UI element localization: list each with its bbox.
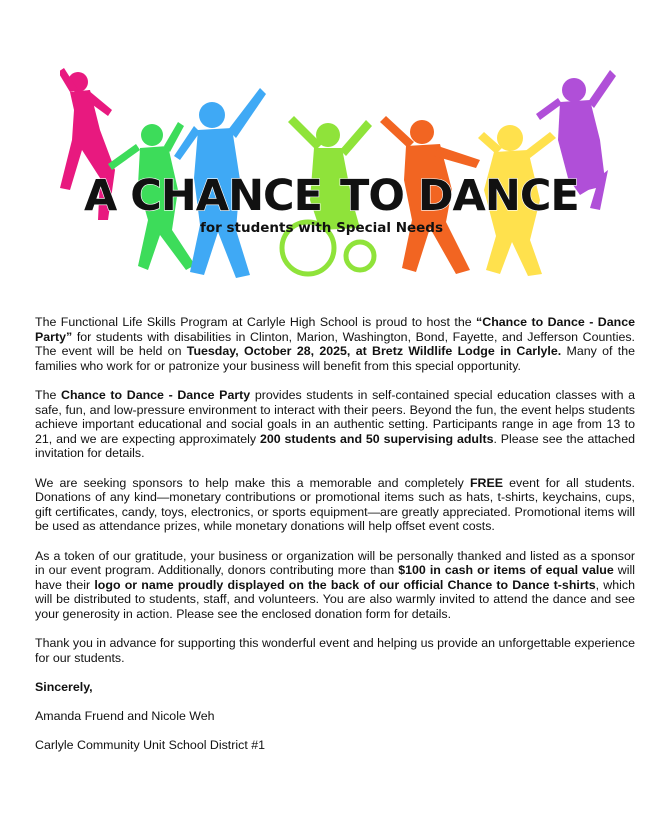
organization: Carlyle Community Unit School District #1 [35,738,265,753]
text-run: event for all students. Donations of any kind—monetary contributions or promotional items such as hats, t-shirts, keychains, cups, gift certificates, candy, toys, electronics, or sports equipment—are greatly appreciated. Promotional items will be used as attendance prizes, while monetary donations will help offset event costs. [35,475,635,534]
text-run: provides students in self-contained special education classes with a safe, fun, and low-pressure environment to interact with their peers. Beyond the fun, the event helps students achieve important educational and social goals in an authentic setting. Participants range in age from 13 to 21, and we are expecting approximately [35,387,636,446]
closing [35,680,635,695]
attendance-count-bold: 200 students and 50 supervising adults [260,431,494,446]
gratitude-paragraph [35,549,635,622]
letter-body [35,315,635,767]
signers: Amanda Fruend and Nicole Weh [35,709,215,724]
dance-banner [60,60,620,285]
event-name-bold: “Chance to Dance - Dance Party” [35,315,635,344]
description-paragraph [35,388,635,461]
closing-text: Sincerely, [35,679,93,694]
text-run: The [35,387,61,402]
thank-you-paragraph: Thank you in advance for supporting this wonderful event and helping us provide an unforgettable experience for our students. [35,636,635,665]
text-run: will have their [35,563,635,592]
text-run: . Please see the attached invitation for details. [35,431,635,461]
event-date-location-bold: Tuesday, October 28, 2025, at Bretz Wildlife Lodge in Carlyle. [186,344,562,359]
text-run: As a token of our gratitude, your business or organization will be personally thanked and listed as a sponsor in our event program. Additionally, donors contributing more than [35,548,635,578]
tshirt-logo-bold: logo or name proudly displayed on the back of our official Chance to Dance t-shirts [94,577,596,592]
event-title-part1: A CHANCE [84,171,322,221]
text-run: for students with disabilities in Clinton, Marion, Washington, Bond, Fayette, and Jefferson Counties. The event will be held on [35,329,635,359]
text-run: We are seeking sponsors to help make this a memorable and completely [35,475,470,490]
text-run: , which will be distributed to students, staff, and volunteers. You are also warmly invited to attend the dance and see your generosity in action. Please see the enclosed donation form for details. [35,577,635,621]
event-name-bold: Chance to Dance - Dance Party [61,387,251,402]
event-title-part2: TO DANCE [340,171,579,221]
text-run: The Functional Life Skills Program at Carlyle High School is proud to host the [35,315,477,329]
sponsorship-paragraph [35,476,635,534]
donation-threshold-bold: $100 in cash or items of equal value [398,563,614,578]
text-run: Many of the families who work for or patronize your business will benefit from this special opportunity. [35,344,636,373]
free-bold: FREE [469,475,504,490]
intro-paragraph [35,315,635,373]
event-subtitle: for students with Special Needs [200,220,444,236]
